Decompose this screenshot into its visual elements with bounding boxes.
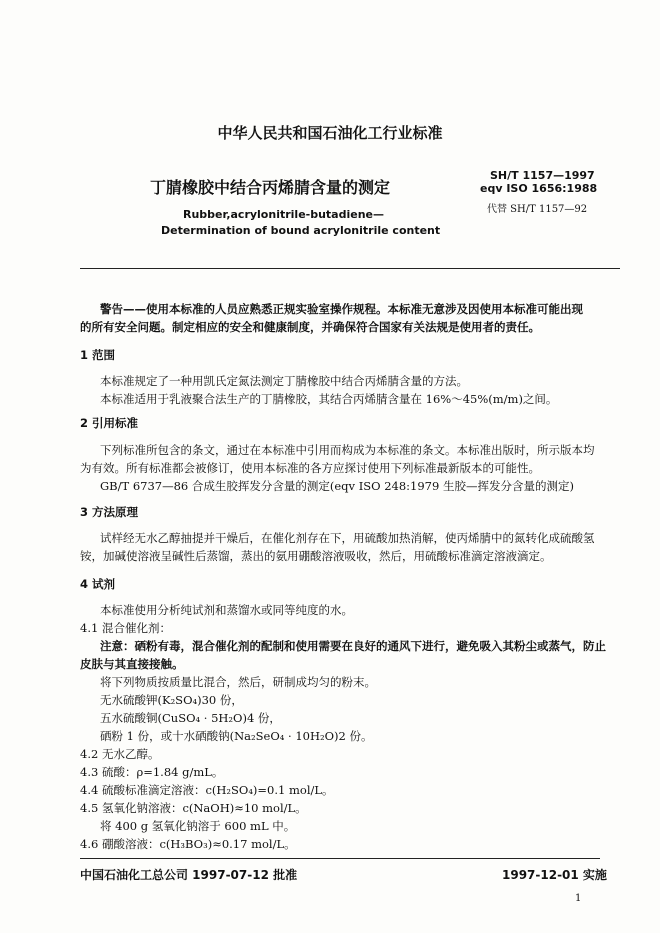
english-title-line-2: Determination of bound acrylonitrile content <box>161 224 441 237</box>
english-title-line-1: Rubber,acrylonitrile-butadiene— <box>183 208 384 221</box>
clause-4-1-caution-line-2: 皮肤与其直接接触。 <box>80 657 184 671</box>
footer-divider <box>80 858 600 859</box>
document-title: 丁腈橡胶中结合丙烯腈含量的测定 <box>150 178 391 197</box>
warning-line-1: 警告——使用本标准的人员应熟悉正规实验室操作规程。本标准无意涉及因使用本标准可能出现 <box>100 302 583 316</box>
clause-4-1-heading: 4.1 混合催化剂： <box>80 621 171 635</box>
section-3-para-line-1: 试样经无水乙醇抽提并干燥后，在催化剂存在下，用硫酸加热消解，使丙烯腈中的氮转化成硫酸氢 <box>100 531 595 545</box>
implementation-date: 1997-12-01 实施 <box>502 868 607 882</box>
section-2-para-line-2: 为有效。所有标准都会被修订，使用本标准的各方应探讨使用下列标准最新版本的可能性。 <box>80 461 540 475</box>
header-divider <box>80 268 620 269</box>
section-1-para-2: 本标准适用于乳液聚合法生产的丁腈橡胶，其结合丙烯腈含量在 16%～45%(m/m)之间。 <box>100 392 558 406</box>
clause-4-1-caution-line-1: 注意：硒粉有毒，混合催化剂的配制和使用需要在良好的通风下进行，避免吸入其粉尘或蒸气，防止 <box>100 639 606 653</box>
clause-4-3: 4.3 硫酸：ρ=1.84 g/mL。 <box>80 765 224 779</box>
catalyst-component-3: 硒粉 1 份，或十水硒酸钠(Na₂SeO₄ · 10H₂O)2 份。 <box>100 729 373 743</box>
section-1-heading: 1 范围 <box>80 348 116 362</box>
clause-4-5: 4.5 氢氧化钠溶液：c(NaOH)≈10 mol/L。 <box>80 801 307 815</box>
section-4-heading: 4 试剂 <box>80 577 116 591</box>
section-3-para-line-2: 铵，加碱使溶液呈碱性后蒸馏，蒸出的氨用硼酸溶液吸收，然后，用硫酸标准滴定溶液滴定。 <box>80 549 552 563</box>
clause-4-2: 4.2 无水乙醇。 <box>80 747 160 761</box>
referenced-standard: GB/T 6737—86 合成生胶挥发分含量的测定(eqv ISO 248:1979 生胶—挥发分含量的测定) <box>100 479 574 493</box>
issuing-body-title: 中华人民共和国石油化工行业标准 <box>217 124 443 142</box>
clause-4-6: 4.6 硼酸溶液：c(H₃BO₃)≈0.17 mol/L。 <box>80 837 296 851</box>
section-2-heading: 2 引用标准 <box>80 416 139 430</box>
page-number: 1 <box>575 893 582 904</box>
section-2-para-line-1: 下列标准所包含的条文，通过在本标准中引用而构成为本标准的条文。本标准出版时，所示版本均 <box>100 443 595 457</box>
approval-info: 中国石油化工总公司 1997-07-12 批准 <box>80 868 298 882</box>
clause-4-5-note: 将 400 g 氢氧化钠溶于 600 mL 中。 <box>100 819 296 833</box>
warning-line-2: 的所有安全问题。制定相应的安全和健康制度，并确保符合国家有关法规是使用者的责任。 <box>80 320 540 334</box>
clause-4-4: 4.4 硫酸标准滴定溶液：c(H₂SO₄)=0.1 mol/L。 <box>80 783 334 797</box>
equivalence-note: eqv ISO 1656:1988 <box>480 182 598 195</box>
clause-4-1-instruction: 将下列物质按质量比混合，然后，研制成均匀的粉末。 <box>100 675 376 689</box>
section-3-heading: 3 方法原理 <box>80 505 139 519</box>
replaces-note: 代替 SH/T 1157—92 <box>487 204 588 215</box>
section-1-para-1: 本标准规定了一种用凯氏定氮法测定丁腈橡胶中结合丙烯腈含量的方法。 <box>100 374 468 388</box>
catalyst-component-1: 无水硫酸钾(K₂SO₄)30 份， <box>100 693 243 707</box>
catalyst-component-2: 五水硫酸铜(CuSO₄ · 5H₂O)4 份， <box>100 711 281 725</box>
standard-number: SH/T 1157—1997 <box>490 169 595 182</box>
section-4-para: 本标准使用分析纯试剂和蒸馏水或同等纯度的水。 <box>100 603 353 617</box>
